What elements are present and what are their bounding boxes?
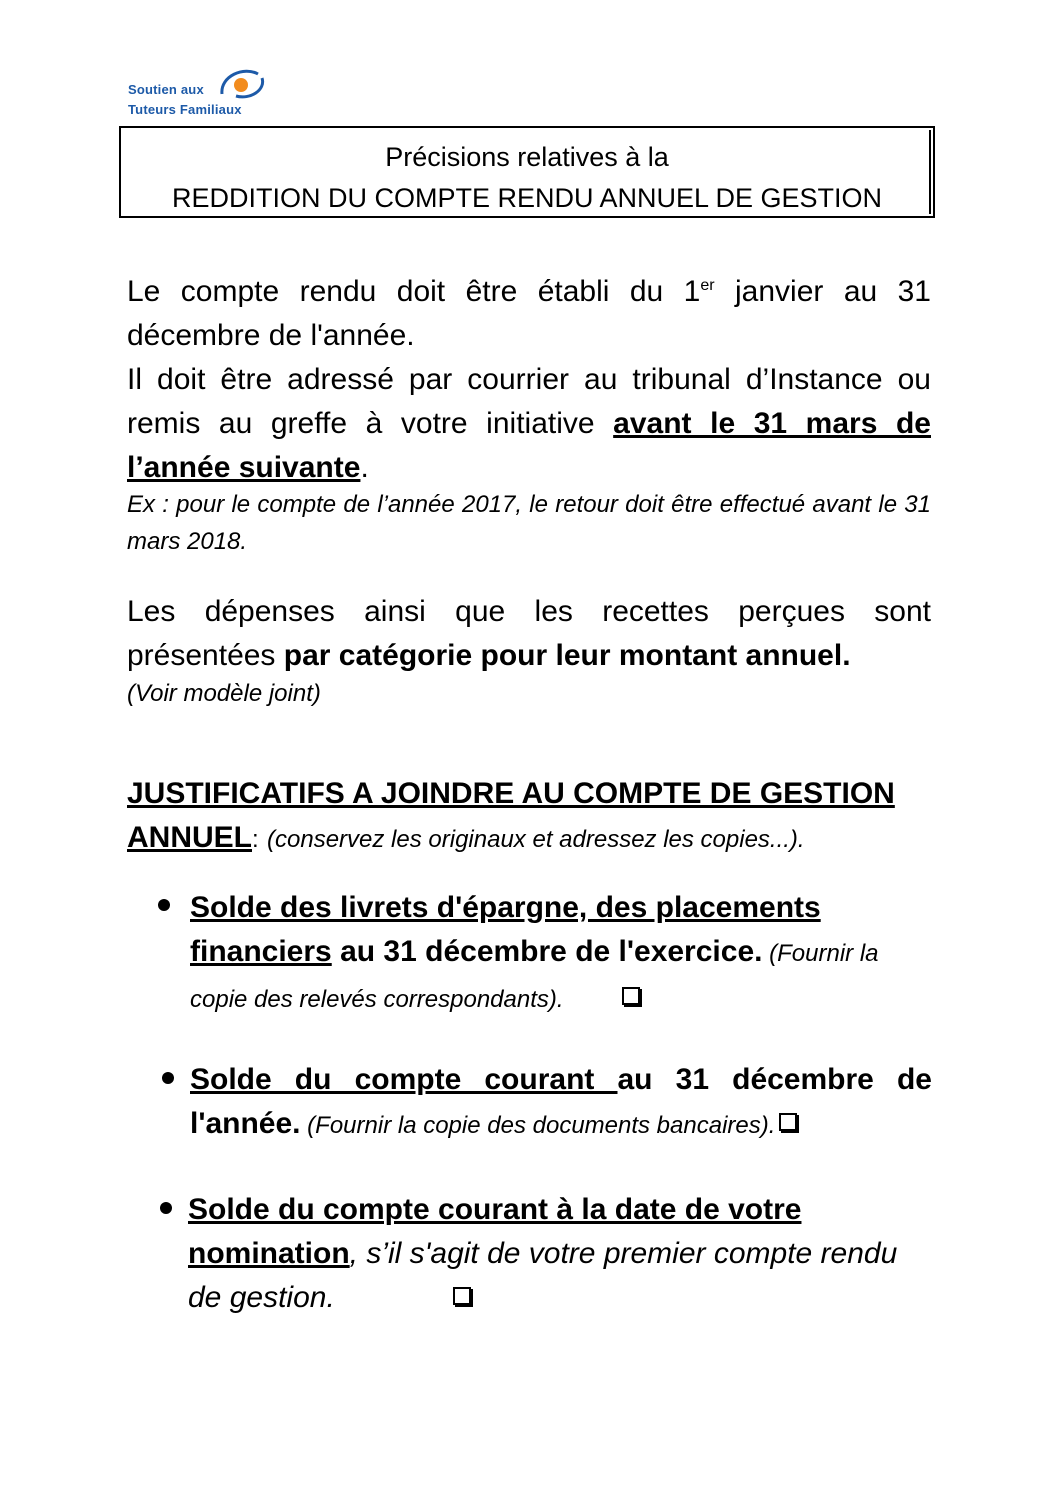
intro-text-3: Il doit être adressé par courrier au tribunal d’Instance ou remis au greffe à votre initiative bbox=[127, 363, 931, 440]
justificatifs-note: (conservez les originaux et adressez les copies...). bbox=[267, 826, 805, 853]
justificatifs-heading bbox=[127, 772, 931, 862]
logo bbox=[128, 64, 278, 122]
item-2-underlined: Solde du compte courant bbox=[190, 1063, 618, 1096]
item-1-underlined: Solde des livrets d'épargne, des placements financiers bbox=[190, 891, 821, 968]
bullet-icon bbox=[158, 899, 170, 911]
example-note: Ex : pour le compte de l’année 2017, le retour doit être effectué avant le 31 mars 2018. bbox=[127, 491, 931, 555]
voir-modele-note: (Voir modèle joint) bbox=[127, 680, 321, 707]
justificatifs-title: JUSTIFICATIFS A JOINDRE AU COMPTE DE GESTION ANNUEL bbox=[127, 777, 895, 854]
item-3-underlined: Solde du compte courant à la date de votre nomination bbox=[188, 1193, 802, 1270]
item-2-bold: au 31 décembre de l'année. bbox=[190, 1063, 932, 1140]
item-2-note: (Fournir la copie des documents bancaires). bbox=[300, 1112, 776, 1139]
deadline-text: avant le 31 mars de l’année suivante bbox=[127, 407, 931, 484]
intro-text-1: Le compte rendu doit être établi du 1 bbox=[127, 275, 701, 308]
logo-swirl-icon bbox=[214, 64, 270, 106]
logo-line-1: Soutien aux bbox=[128, 82, 204, 97]
item-3-italic: , s’il s'agit de votre premier compte rendu de gestion. bbox=[188, 1237, 898, 1314]
intro-text-end: . bbox=[360, 451, 369, 484]
item-1-bold: au 31 décembre de l'exercice. bbox=[331, 935, 763, 968]
intro-paragraph bbox=[127, 270, 931, 490]
checkbox-icon[interactable] bbox=[453, 1287, 471, 1305]
intro-text-2: janvier au 31 décembre de l'année. bbox=[127, 275, 931, 352]
title-line-1: Précisions relatives à la bbox=[385, 142, 669, 172]
title-line-2: REDDITION DU COMPTE RENDU ANNUEL DE GESTION bbox=[171, 183, 883, 213]
justificatifs-colon: : bbox=[252, 826, 259, 853]
item-1-note: (Fournir la copie des relevés correspondants). bbox=[190, 940, 879, 1013]
list-item bbox=[190, 1058, 932, 1148]
title-box bbox=[119, 126, 935, 218]
bullet-icon bbox=[160, 1202, 172, 1214]
logo-line-2: Tuteurs Familiaux bbox=[128, 102, 242, 117]
intro-superscript: er bbox=[700, 277, 715, 294]
depenses-paragraph bbox=[127, 590, 931, 678]
checkbox-icon[interactable] bbox=[622, 987, 640, 1005]
list-item bbox=[188, 1188, 928, 1320]
depenses-bold: par catégorie pour leur montant annuel. bbox=[283, 639, 851, 672]
depenses-text: Les dépenses ainsi que les recettes perçues sont présentées bbox=[127, 595, 931, 672]
checkbox-icon[interactable] bbox=[779, 1113, 797, 1131]
bullet-icon bbox=[162, 1072, 174, 1084]
list-item bbox=[190, 886, 930, 1022]
